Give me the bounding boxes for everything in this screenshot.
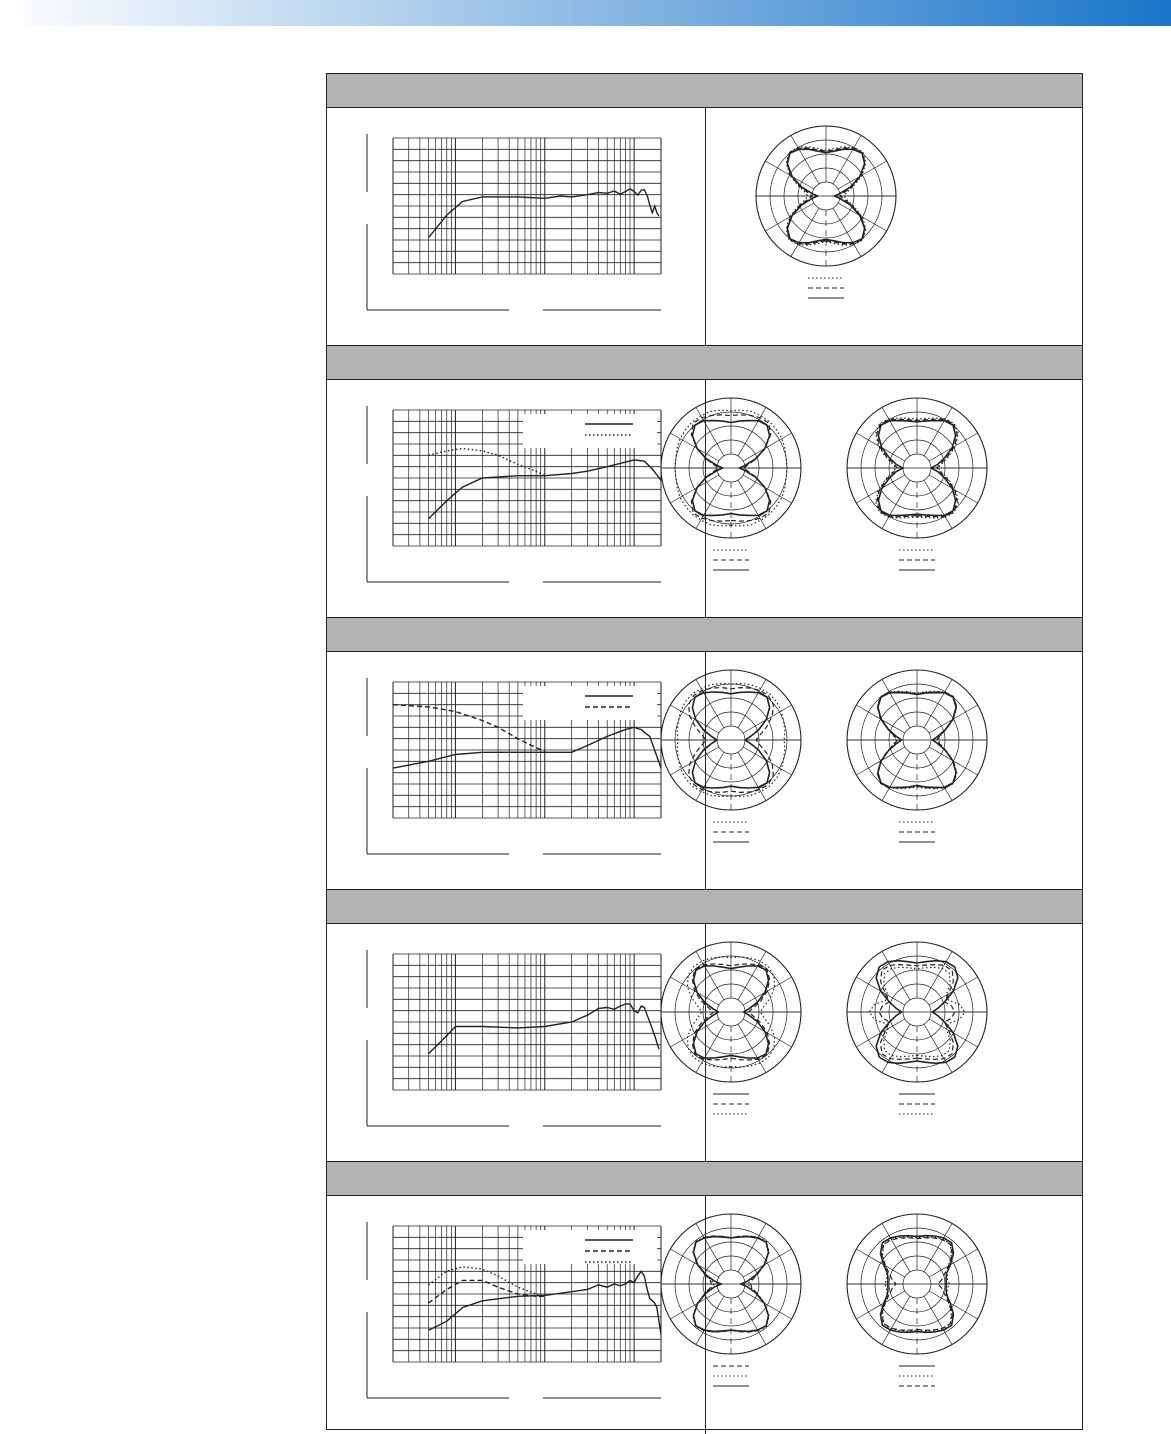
section-body xyxy=(327,108,1082,346)
polar-grid-spoke xyxy=(882,480,910,528)
polar-grid-spoke xyxy=(696,752,724,800)
polar-grid-spoke xyxy=(856,433,904,461)
polar-grid-spoke xyxy=(856,475,904,503)
polar-grid-spoke xyxy=(743,747,791,775)
polar-legend xyxy=(899,550,935,570)
polar-grid-spoke xyxy=(924,752,952,800)
polar-pattern-chart xyxy=(837,1204,997,1434)
polar-grid-spoke xyxy=(833,135,861,183)
column-divider xyxy=(705,108,706,346)
section-header xyxy=(327,74,1082,108)
polar-grid-spoke xyxy=(882,1296,910,1344)
polar-legend xyxy=(713,1366,749,1386)
section-header xyxy=(327,1162,1082,1196)
legend-background xyxy=(523,414,657,448)
polar-grid-spoke xyxy=(696,1296,724,1344)
legend-background xyxy=(523,1230,657,1264)
section-header xyxy=(327,890,1082,924)
polar-legend xyxy=(713,550,749,570)
response-curve-dotted xyxy=(429,449,545,476)
polar-grid-spoke xyxy=(929,475,977,503)
polar-grid-spoke xyxy=(738,679,766,727)
section-body xyxy=(327,1196,1082,1434)
polar-legend xyxy=(713,822,749,842)
polar-pattern-chart xyxy=(837,932,997,1162)
polar-pattern-chart xyxy=(837,388,997,618)
chart-legend xyxy=(523,686,657,720)
polar-pattern-chart xyxy=(651,388,811,618)
polar-grid-spoke xyxy=(882,1223,910,1271)
polar-grid-spoke xyxy=(882,407,910,455)
polar-grid-spoke xyxy=(738,951,766,999)
polar-grid-spoke xyxy=(738,1223,766,1271)
response-curve-dashed xyxy=(393,705,545,752)
section-body xyxy=(327,924,1082,1162)
polar-legend xyxy=(899,822,935,842)
polar-grid-spoke xyxy=(924,480,952,528)
legend-background xyxy=(523,686,657,720)
frequency-response-chart xyxy=(363,678,663,858)
polar-grid-spoke xyxy=(670,1249,718,1277)
polar-grid-spoke xyxy=(738,1296,766,1344)
polar-grid-spoke xyxy=(743,1249,791,1277)
polar-grid-spoke xyxy=(670,475,718,503)
response-curve-solid xyxy=(429,1004,660,1054)
specification-table xyxy=(326,73,1083,1430)
polar-grid-spoke xyxy=(882,951,910,999)
polar-pattern-chart xyxy=(651,932,811,1162)
polar-grid-spoke xyxy=(882,752,910,800)
polar-pattern-chart xyxy=(837,660,997,890)
polar-grid-spoke xyxy=(670,705,718,733)
polar-grid-spoke xyxy=(743,475,791,503)
frequency-response-chart xyxy=(363,134,663,314)
polar-grid-spoke xyxy=(924,1296,952,1344)
polar-grid-spoke xyxy=(743,705,791,733)
polar-legend xyxy=(713,1094,749,1114)
response-curve-solid xyxy=(393,727,661,768)
polar-grid-spoke xyxy=(738,752,766,800)
polar-grid-spoke xyxy=(838,203,886,231)
polar-grid-spoke xyxy=(924,407,952,455)
chart-legend xyxy=(523,1230,657,1264)
polar-pattern-chart xyxy=(651,1204,811,1434)
polar-grid-spoke xyxy=(882,679,910,727)
polar-grid-spoke xyxy=(743,1291,791,1319)
polar-grid-spoke xyxy=(743,433,791,461)
section-body xyxy=(327,652,1082,890)
section-header xyxy=(327,618,1082,652)
polar-grid-spoke xyxy=(924,1024,952,1072)
polar-grid-spoke xyxy=(882,1024,910,1072)
polar-grid-spoke xyxy=(833,208,861,256)
section-header xyxy=(327,346,1082,380)
polar-grid-spoke xyxy=(924,1223,952,1271)
top-banner xyxy=(0,0,1171,26)
polar-grid-spoke xyxy=(765,161,813,189)
polar-legend xyxy=(899,1366,935,1386)
polar-grid-spoke xyxy=(791,135,819,183)
response-curve-solid xyxy=(429,189,660,238)
polar-grid-spoke xyxy=(696,1223,724,1271)
polar-grid-spoke xyxy=(838,161,886,189)
frequency-response-chart xyxy=(363,406,663,586)
polar-grid-spoke xyxy=(765,203,813,231)
polar-legend xyxy=(808,278,844,298)
polar-grid-spoke xyxy=(696,951,724,999)
polar-grid-spoke xyxy=(929,433,977,461)
polar-grid-spoke xyxy=(924,679,952,727)
polar-grid-spoke xyxy=(791,208,819,256)
section-body xyxy=(327,380,1082,618)
polar-pattern-chart xyxy=(651,660,811,890)
frequency-response-chart xyxy=(363,1222,663,1402)
polar-legend xyxy=(899,1094,935,1114)
frequency-response-chart xyxy=(363,950,663,1130)
polar-grid-spoke xyxy=(670,1291,718,1319)
chart-legend xyxy=(523,414,657,448)
polar-pattern-chart xyxy=(746,116,906,346)
polar-grid-spoke xyxy=(696,679,724,727)
polar-grid-spoke xyxy=(924,951,952,999)
